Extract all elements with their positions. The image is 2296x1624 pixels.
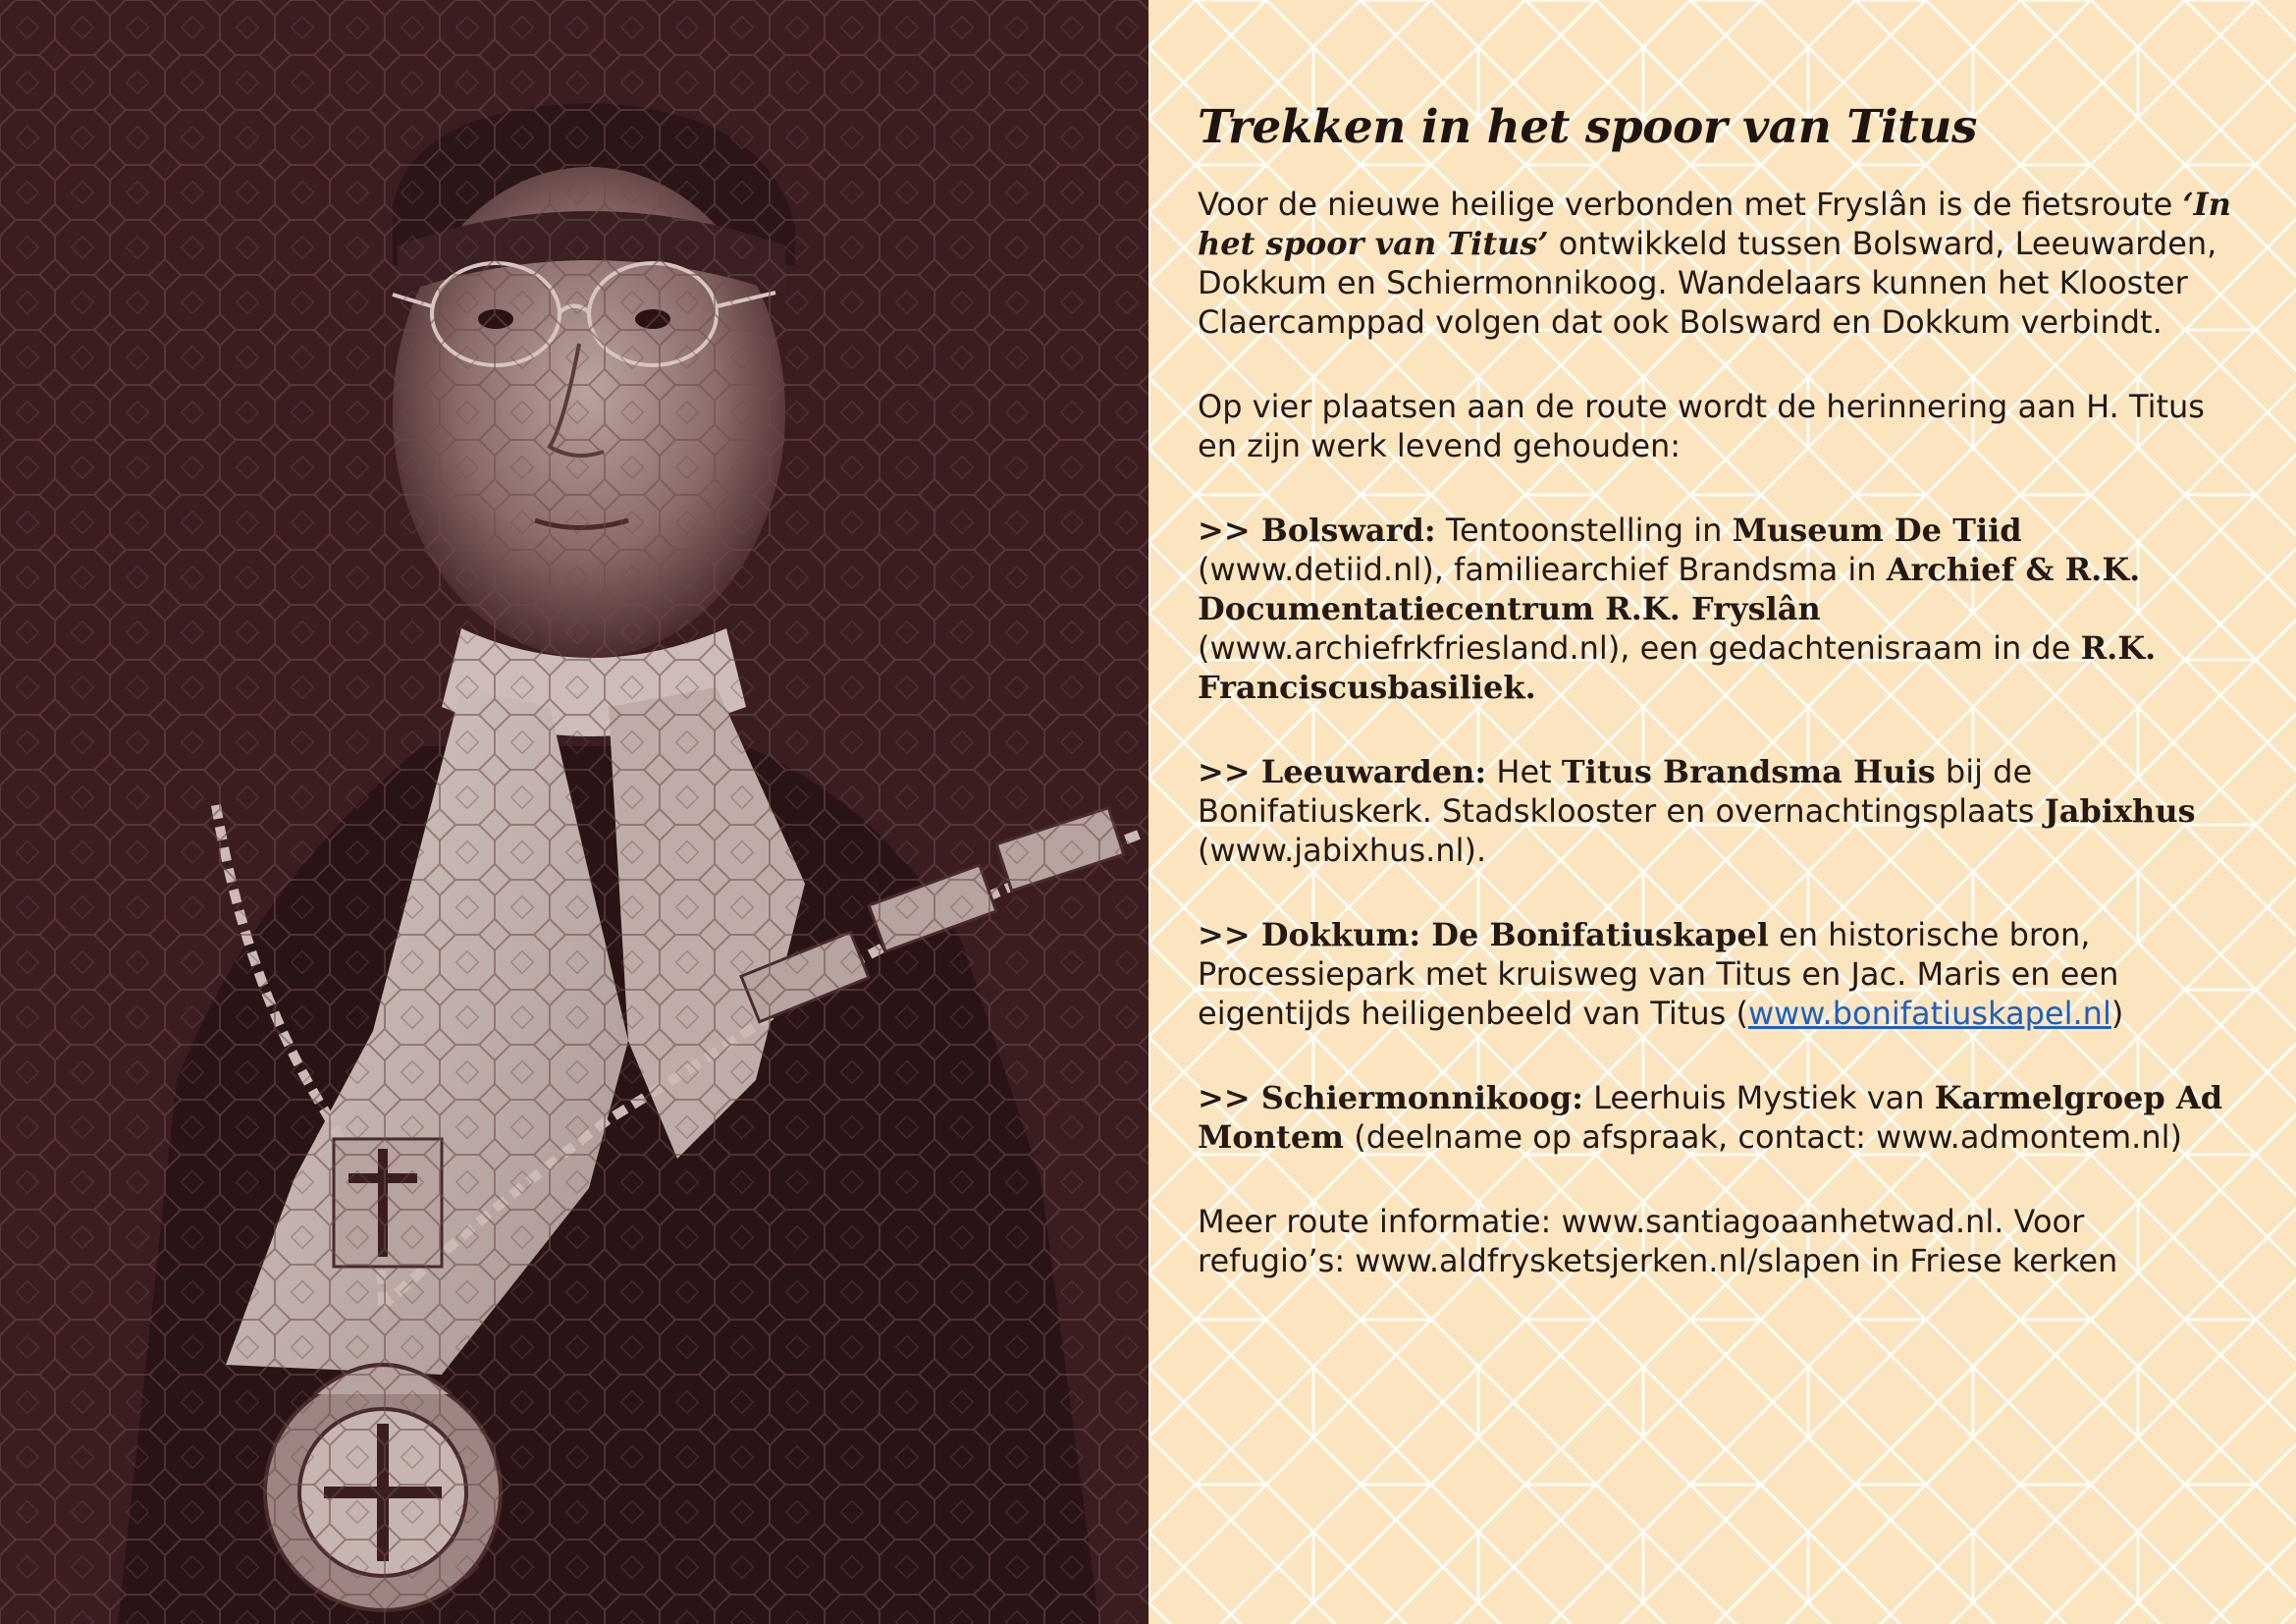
text-panel bbox=[1148, 0, 2296, 1624]
intro-text-2: ontwikkeld tussen Bolsward, Leeuwarden, Dokkum en Schiermonnikoog. Wandelaars kunnen het Klooster Claercamppad volgen dat ook Bolsward en Dokkum verbindt. bbox=[1198, 225, 2217, 341]
footer-paragraph: Meer route informatie: www.santiagoaanhetwad.nl. Voor refugio’s: www.aldfrysketsjerken.nl/slapen in Friese kerken bbox=[1198, 1203, 2118, 1279]
schiermonnikoog-label: >> Schiermonnikoog: bbox=[1198, 1079, 1583, 1116]
dokkum-paragraph bbox=[1198, 915, 2238, 1033]
leeuwarden-text-3: (www.jabixhus.nl). bbox=[1198, 832, 1487, 869]
karmelgroep-name: Karmelgroep Ad Montem bbox=[1198, 1079, 2223, 1156]
leeuwarden-text-1: Het bbox=[1486, 753, 1562, 790]
page-title: Trekken in het spoor van Titus bbox=[1198, 100, 1977, 154]
bolsward-text-2: (www.detiid.nl), familiearchief Brandsma in bbox=[1198, 551, 1887, 588]
basiliek-name: R.K. Franciscusbasiliek. bbox=[1198, 629, 2157, 706]
schiermonnikoog-text-2: (deelname op afspraak, contact: www.admontem.nl) bbox=[1344, 1118, 2182, 1156]
titus-huis-name: Titus Brandsma Huis bbox=[1561, 753, 1936, 790]
kapel-name: De Bonifatiuskapel bbox=[1420, 916, 1769, 953]
leeuwarden-paragraph bbox=[1198, 752, 2238, 870]
article bbox=[1198, 98, 2238, 1326]
jabixhus-name: Jabixhus bbox=[2044, 792, 2196, 830]
dokkum-text-1: en historische bron, Processiepark met kruisweg van Titus en Jac. Maris en een eigentijds heiligenbeeld van Titus ( bbox=[1198, 916, 2119, 1032]
places-intro-paragraph: Op vier plaatsen aan de route wordt de herinnering aan H. Titus en zijn werk levend gehouden: bbox=[1198, 388, 2205, 464]
archief-name: Archief & R.K. Documentatiecentrum R.K. Fryslân bbox=[1198, 551, 2141, 627]
bonifatiuskapel-link[interactable]: www.bonifatiuskapel.nl bbox=[1747, 995, 2111, 1032]
schiermonnikoog-paragraph bbox=[1198, 1078, 2238, 1157]
bolsward-paragraph bbox=[1198, 511, 2238, 707]
bolsward-text-3: (www.archiefrkfriesland.nl), een gedachtenisraam in de bbox=[1198, 629, 2081, 667]
bolsward-text-1: Tentoonstelling in bbox=[1435, 512, 1733, 549]
schiermonnikoog-text-1: Leerhuis Mystiek van bbox=[1582, 1079, 1935, 1116]
bolsward-label: >> Bolsward: bbox=[1198, 512, 1436, 549]
museum-name: Museum De Tiid bbox=[1732, 512, 2022, 549]
leeuwarden-label: >> Leeuwarden: bbox=[1198, 753, 1487, 790]
intro-text-1: Voor de nieuwe heilige verbonden met Fryslân is de fietsroute bbox=[1198, 186, 2183, 223]
intro-paragraph bbox=[1198, 185, 2238, 342]
dokkum-text-2: ) bbox=[2110, 995, 2124, 1032]
leeuwarden-text-2: bij de Bonifatiuskerk. Stadsklooster en overnachtingsplaats bbox=[1198, 753, 2045, 830]
dokkum-label: >> Dokkum: bbox=[1198, 916, 1421, 953]
route-name: ‘In het spoor van Titus’ bbox=[1198, 186, 2231, 262]
